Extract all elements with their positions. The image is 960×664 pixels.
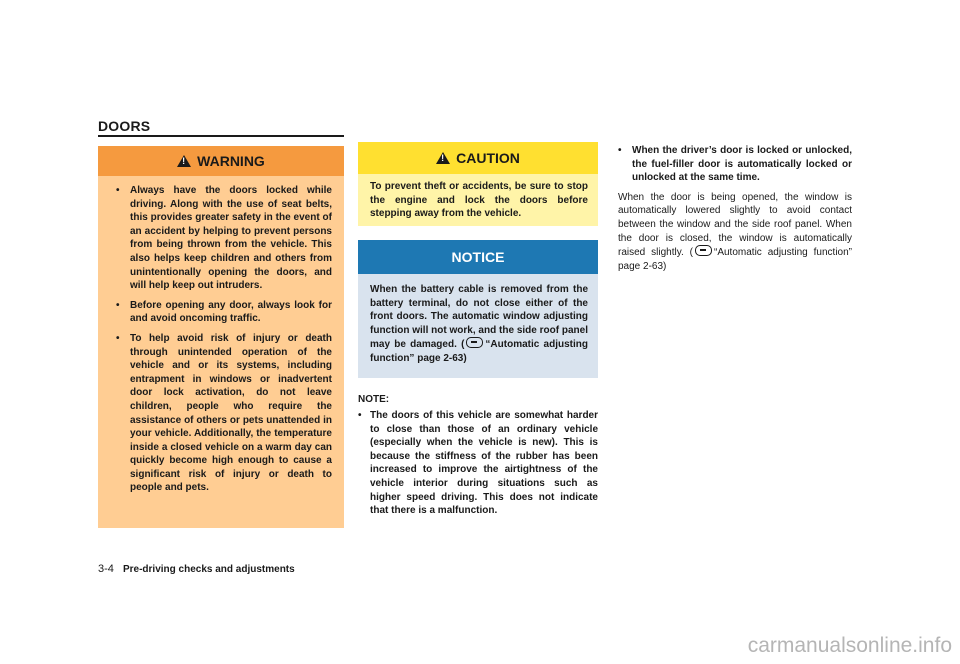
right-column-list: [618, 144, 852, 185]
warning-item-1: • Always have the doors locked while driving. Along with the use of seat belts, this provides greater safety in the event of an accident by helping to prevent persons from being thrown from the vehicle. This also helps keep children and others from unintentionally opening the doors, and will help keep out intruders.: [108, 184, 332, 293]
caution-text: To prevent theft or accidents, be sure to stop the engine and lock the doors before stepping away from the vehicle.: [370, 181, 588, 220]
page-reference-icon[interactable]: [466, 337, 483, 348]
page-number: 3-4: [98, 563, 114, 575]
window-adjust-paragraph: [618, 191, 852, 274]
window-adjust-text: When the door is being opened, the window is automatically lowered slightly to avoid contact between the window and the side roof panel. When the door is closed, the window is automatically raised slightly. (: [618, 191, 852, 259]
right-column: [618, 144, 852, 273]
caution-triangle-icon: [436, 152, 450, 164]
notice-text: [358, 274, 598, 366]
note-item-1: • The doors of this vehicle are somewhat harder to close than those of an ordinary vehicle (especially when the vehicle is new). This is because the stiffness of the rubber has been increased to improve the airtightness of the vehicle interior during situations such as higher speed driving. This does not indicate that there is a malfunction.: [358, 409, 598, 518]
notice-text-main: When the battery cable is removed from the battery terminal, do not close either of the front doors. The automatic window adjusting function will not work, and the side roof panel may be damaged. (: [370, 284, 588, 351]
warning-title: WARNING: [197, 153, 265, 169]
note-label: NOTE:: [358, 394, 390, 405]
notice-reference-link[interactable]: “Automatic adjusting function” page 2-63): [370, 339, 588, 364]
caution-header: [358, 142, 598, 174]
notice-header: [358, 240, 598, 274]
notice-panel: [358, 240, 598, 378]
right-column-item-1: • When the driver’s door is locked or unlocked, the fuel-filler door is automatically locked or unlocked at the same time.: [618, 144, 852, 185]
warning-item-3: • To help avoid risk of injury or death through unintended operation of the vehicle and or its systems, including entrapment in windows or inadvertent door lock activation, do not leave children, people who require the assistance of others or pets unattended in your vehicle. Additionally, the temperature inside a closed vehicle on a warm day can quickly become high enough to cause a significant risk of injury or death to people and pets.: [108, 332, 332, 495]
window-adjust-reference-link[interactable]: “Automatic adjusting function” page 2-63): [618, 247, 852, 272]
page-reference-icon[interactable]: [695, 245, 712, 256]
warning-panel: [98, 146, 344, 528]
chapter-title: Pre-driving checks and adjustments: [122, 564, 295, 575]
warning-item-2: • Before opening any door, always look for and avoid oncoming traffic.: [108, 299, 332, 326]
section-title: DOORS: [98, 118, 151, 134]
caution-panel: [358, 142, 598, 226]
warning-body: [98, 176, 344, 495]
warning-header: [98, 146, 344, 176]
page-footer: [98, 563, 295, 575]
notice-title: NOTICE: [451, 249, 505, 265]
warning-triangle-icon: [177, 155, 191, 167]
warning-list: [108, 184, 332, 495]
watermark: carmanualsonline.info: [747, 634, 952, 657]
title-rule: [98, 135, 344, 137]
caution-title: CAUTION: [456, 150, 520, 166]
note-list: [358, 409, 598, 518]
note-section: [358, 393, 598, 524]
